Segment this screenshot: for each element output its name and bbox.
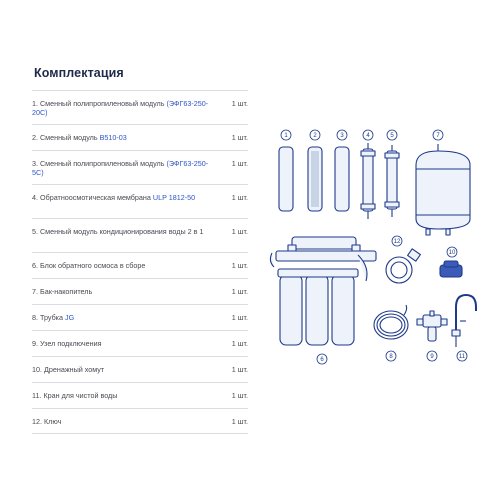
item-name [32, 91, 212, 124]
ro-block-6-icon [270, 237, 376, 345]
cartridge-2-icon [308, 147, 322, 211]
items-table [32, 90, 248, 434]
table-row [32, 252, 248, 278]
label-9: 9 [430, 354, 434, 360]
item-text: 10. Дренажный хомут [32, 365, 105, 374]
item-qty: 1 шт. [231, 133, 248, 142]
item-name [32, 253, 212, 278]
item-name [32, 219, 212, 252]
item-text: 12. Ключ [32, 417, 62, 426]
item-link[interactable]: ULP 1812-50 [152, 193, 196, 202]
item-text: 8. Трубка [32, 313, 65, 322]
item-link[interactable]: JG [64, 313, 75, 322]
membrane-4-icon [361, 143, 375, 219]
item-name [32, 185, 212, 218]
table-row [32, 356, 248, 382]
tank-7-icon [416, 144, 470, 235]
cartridge-3-icon [335, 147, 349, 211]
item-link[interactable]: B510-03 [99, 133, 127, 142]
item-name [32, 331, 212, 356]
key-12-icon [386, 249, 420, 283]
cartridge-1-icon [279, 147, 293, 211]
item-qty: 1 шт. [231, 287, 248, 296]
item-qty: 1 шт. [231, 339, 248, 348]
item-text: 2. Сменный модуль [32, 133, 100, 142]
label-7: 7 [436, 133, 440, 139]
table-row [32, 124, 248, 150]
item-name [32, 409, 212, 433]
faucet-11-icon [452, 295, 476, 347]
item-name [32, 279, 212, 304]
table-row [32, 304, 248, 330]
item-qty: 1 шт. [231, 193, 248, 202]
item-text: 4. Обратноосмотическая мембрана [32, 193, 153, 202]
item-name [32, 125, 212, 150]
label-4: 4 [366, 133, 370, 139]
item-qty: 1 шт. [231, 227, 248, 236]
label-6: 6 [320, 357, 324, 363]
label-5: 5 [390, 133, 394, 139]
table-row [32, 408, 248, 434]
table-row [32, 218, 248, 252]
item-qty: 1 шт. [231, 313, 248, 322]
item-text: 5. Сменный модуль кондиционирования воды 2 в 1 [32, 227, 204, 236]
label-10: 10 [448, 250, 456, 256]
item-qty: 1 шт. [231, 261, 248, 270]
section-title: Комплектация [34, 66, 124, 80]
item-link[interactable]: (ЭФГ63-250-20С) [32, 99, 209, 117]
table-row [32, 330, 248, 356]
item-text: 6. Блок обратного осмоса в сборе [32, 261, 146, 270]
kit-illustration [266, 125, 486, 375]
connector-9-icon [417, 311, 447, 341]
table-row [32, 278, 248, 304]
table-row [32, 184, 248, 218]
label-11: 11 [458, 354, 466, 360]
item-text: 3. Сменный полипропиленовый модуль [32, 159, 167, 168]
label-2: 2 [313, 133, 317, 139]
item-text: 11. Кран для чистой воды [32, 391, 118, 400]
label-3: 3 [340, 133, 344, 139]
tube-8-icon [374, 305, 408, 339]
item-link[interactable]: (ЭФГ63-250-5С) [32, 159, 209, 177]
item-text: 9. Узел подключения [32, 339, 102, 348]
module-5-icon [385, 145, 399, 217]
item-name [32, 305, 212, 330]
item-qty: 1 шт. [231, 417, 248, 426]
table-row [32, 90, 248, 124]
label-12: 12 [393, 239, 401, 245]
item-name [32, 357, 212, 382]
table-row [32, 150, 248, 184]
label-8: 8 [389, 354, 393, 360]
table-row [32, 382, 248, 408]
item-qty: 1 шт. [231, 159, 248, 168]
item-text: 7. Бак-накопитель [32, 287, 93, 296]
label-1: 1 [284, 133, 288, 139]
item-qty: 1 шт. [231, 391, 248, 400]
item-qty: 1 шт. [231, 99, 248, 108]
item-qty: 1 шт. [231, 365, 248, 374]
clamp-10-icon [440, 261, 462, 277]
item-text: 1. Сменный полипропиленовый модуль [32, 99, 167, 108]
item-name [32, 383, 212, 408]
item-name [32, 151, 212, 184]
